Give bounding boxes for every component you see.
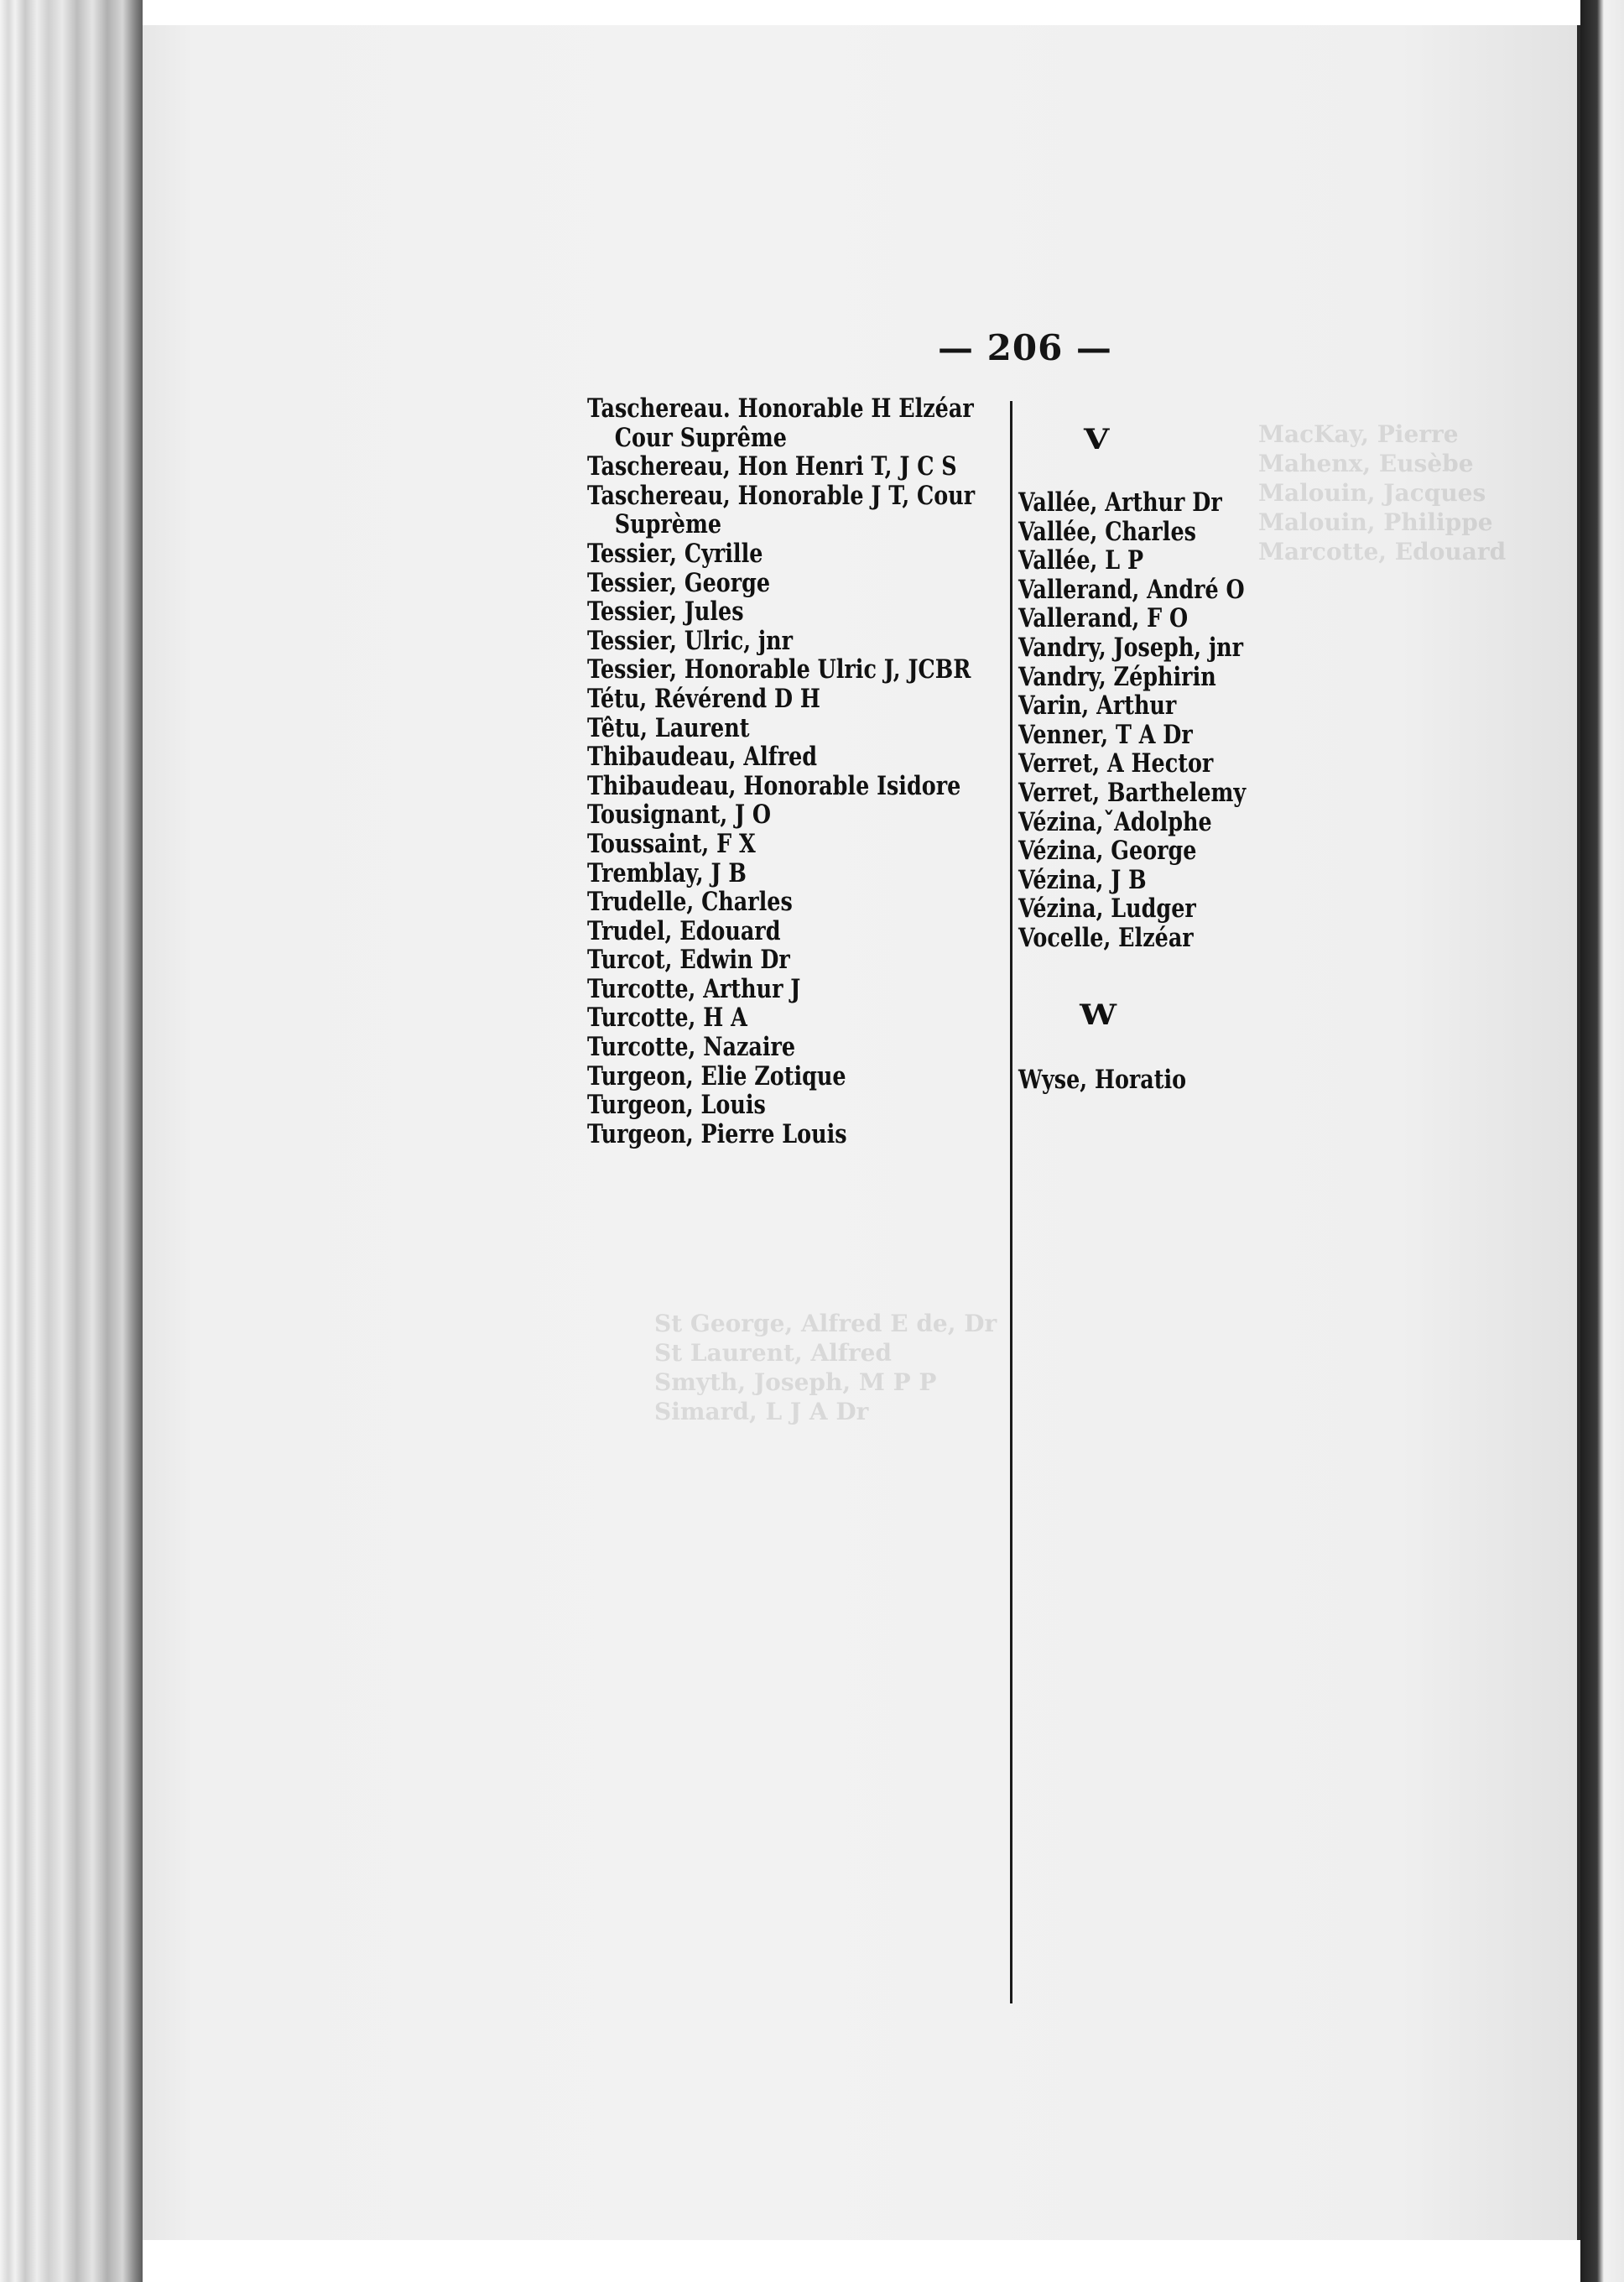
section-w-entries xyxy=(1018,1065,1223,1095)
directory-entry: Tousignant, J O xyxy=(587,800,772,831)
directory-entry: Tétu, Révérend D H xyxy=(587,683,820,714)
directory-entry: Trudelle, Charles xyxy=(587,887,793,918)
directory-entry: Vallée, Charles xyxy=(1018,516,1196,547)
directory-entry: Thibaudeau, Alfred xyxy=(587,742,818,773)
directory-entry: Vallerand, André O xyxy=(1018,574,1245,605)
bleed-through-text: St George, Alfred E de, Dr St Laurent, Alfred Smyth, Joseph, M P P Simard, L J A Dr xyxy=(654,1310,997,1425)
directory-entry: Turgeon, Elie Zotique xyxy=(587,1060,846,1092)
directory-entry: Vallée, Arthur Dr xyxy=(1018,487,1222,518)
directory-entry: Taschereau. Honorable H Elzéar xyxy=(587,393,974,424)
bleed-through-text: MacKay, Pierre Mahenx, Eusèbe Malouin, Jacques Malouin, Philippe Marcotte, Edouard xyxy=(1258,420,1507,565)
directory-entry: Cour Suprême xyxy=(614,422,787,453)
directory-entry: Varin, Arthur xyxy=(1018,690,1177,722)
directory-entry: Têtu, Laurent xyxy=(587,712,750,743)
directory-entry: Venner, T A Dr xyxy=(1018,719,1193,750)
directory-entry: Vézina, George xyxy=(1018,836,1197,867)
directory-column-left xyxy=(587,394,1015,1149)
directory-entry: Toussaint, F X xyxy=(587,828,756,859)
directory-entry: Vallerand, F O xyxy=(1018,603,1189,634)
directory-entry: Trudel, Edouard xyxy=(587,915,781,946)
directory-entry: Vézina, J B xyxy=(1018,864,1147,895)
directory-entry: Wyse, Horatio xyxy=(1018,1065,1187,1095)
directory-entry: Taschereau, Honorable J T, Cour xyxy=(587,480,976,511)
column-divider xyxy=(1010,401,1012,2003)
directory-entry: Tessier, George xyxy=(587,567,771,598)
directory-entry: Tremblay, J B xyxy=(587,857,747,888)
directory-entry: Vézina, Ludger xyxy=(1018,894,1196,925)
directory-entry: Tessier, Jules xyxy=(587,597,744,628)
directory-entry: Vandry, Zéphirin xyxy=(1018,661,1216,692)
directory-entry: Thibaudeau, Honorable Isidore xyxy=(587,770,961,801)
section-letter-v: V xyxy=(1084,423,1110,456)
directory-entry: Turcot, Edwin Dr xyxy=(587,945,790,976)
directory-entry: Vocelle, Elzéar xyxy=(1018,922,1194,953)
directory-entry: Turgeon, Pierre Louis xyxy=(587,1118,847,1149)
directory-entry: Tessier, Ulric, jnr xyxy=(587,625,794,656)
directory-entry: Vallée, L P xyxy=(1018,545,1144,576)
directory-entry: Turcotte, H A xyxy=(587,1003,747,1034)
directory-entry: Vézina,ˇAdolphe xyxy=(1018,806,1212,837)
page-number: — 206 — xyxy=(938,327,1112,368)
directory-entry: Tessier, Honorable Ulric J, JCBR xyxy=(587,654,971,685)
directory-entry: Turcotte, Arthur J xyxy=(587,973,801,1004)
book-page-edges xyxy=(0,0,143,2282)
directory-entry: Turgeon, Louis xyxy=(587,1090,766,1121)
section-v-entries xyxy=(1018,488,1296,953)
directory-entry: Vandry, Joseph, jnr xyxy=(1018,632,1244,663)
directory-entry: Tessier, Cyrille xyxy=(587,538,763,569)
directory-entry: Verret, Barthelemy xyxy=(1018,777,1247,808)
facing-page-edge xyxy=(1580,0,1624,2282)
directory-entry: Turcotte, Nazaire xyxy=(587,1032,796,1063)
directory-entry: Taschereau, Hon Henri T, J C S xyxy=(587,451,957,482)
section-letter-w: W xyxy=(1080,998,1117,1032)
directory-entry: Suprème xyxy=(614,509,722,540)
directory-entry: Verret, A Hector xyxy=(1018,748,1214,779)
